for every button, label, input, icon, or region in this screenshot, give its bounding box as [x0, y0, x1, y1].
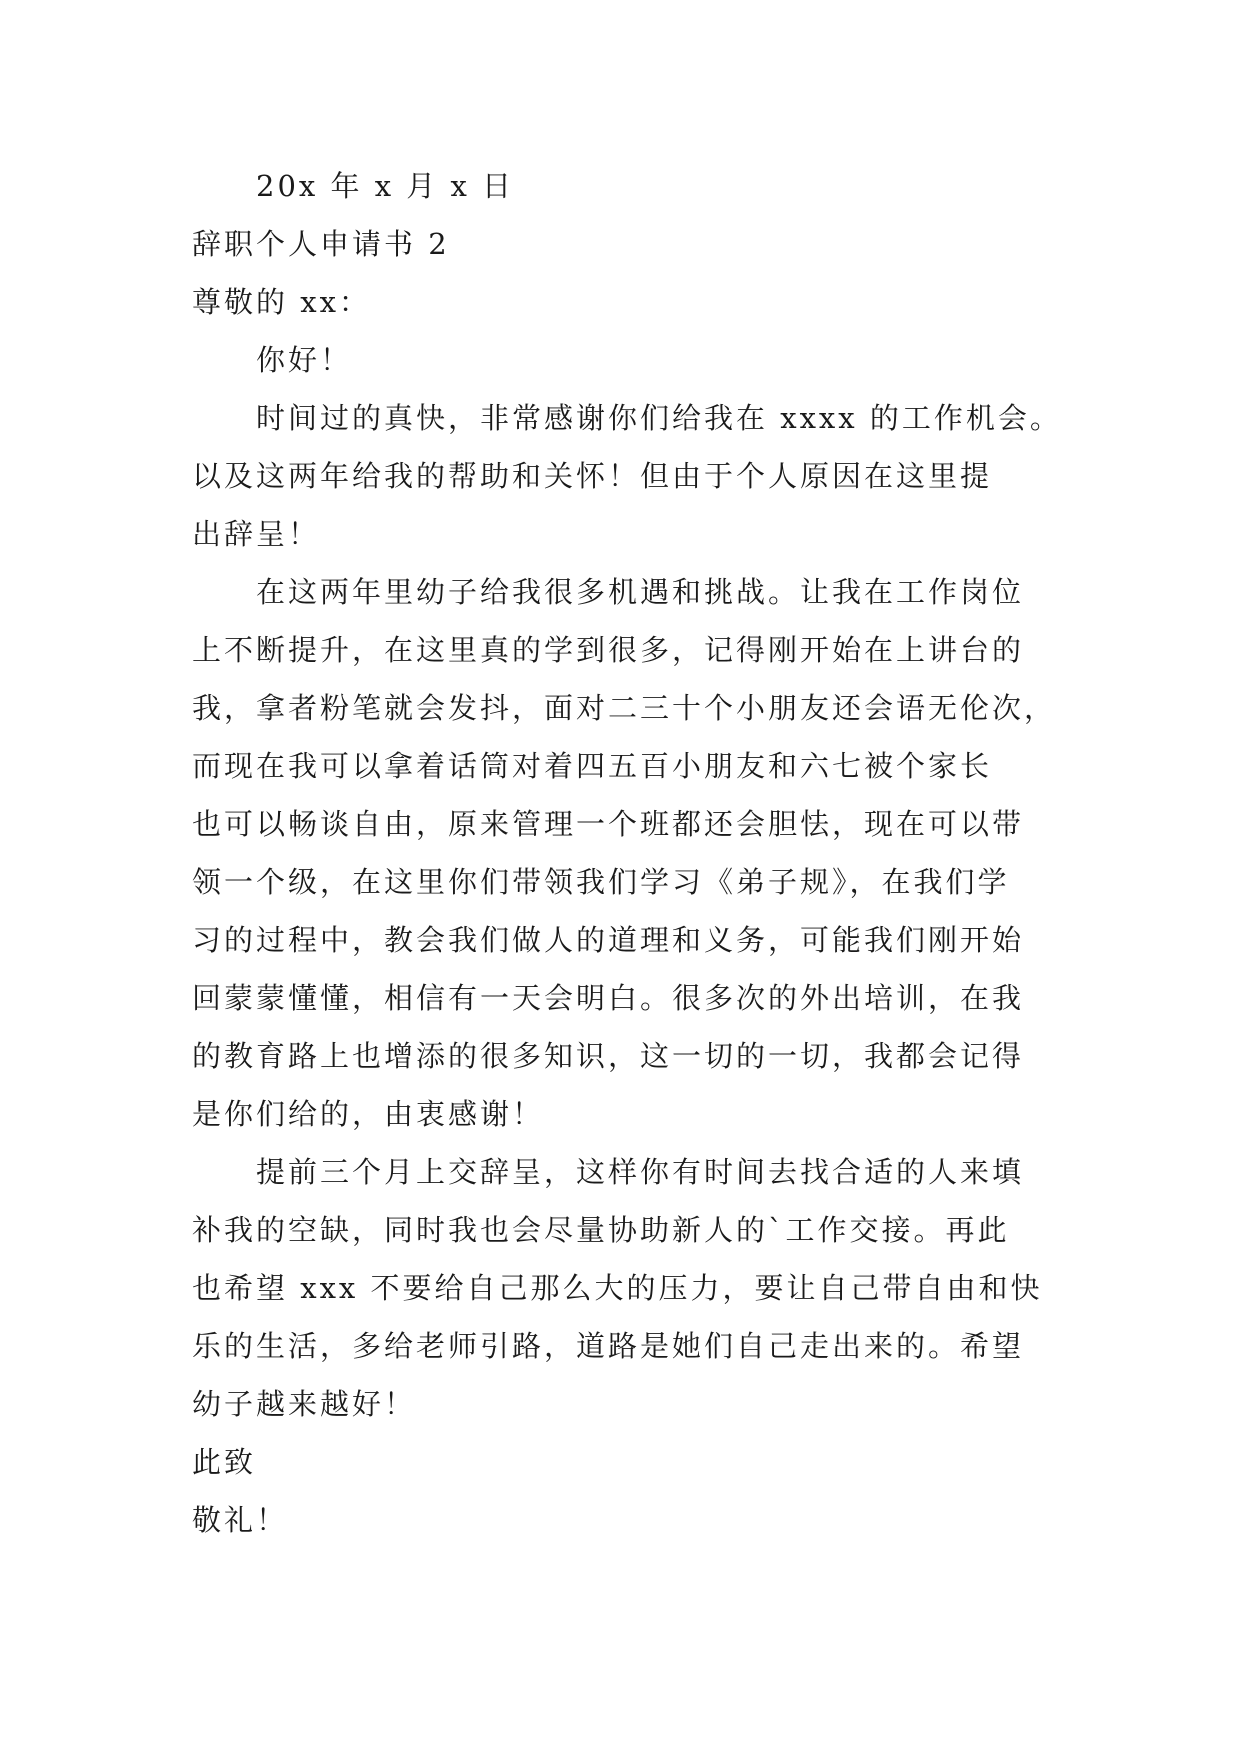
document-title: 辞职个人申请书 2: [192, 227, 450, 261]
paragraph2-line: 习的过程中，教会我们做人的道理和义务，可能我们刚开始: [192, 923, 1025, 957]
paragraph3-line: 也希望 xxx 不要给自己那么大的压力，要让自己带自由和快: [192, 1271, 1043, 1305]
paragraph3-line: 幼子越来越好！: [192, 1387, 417, 1421]
paragraph3-line: 补我的空缺，同时我也会尽量协助新人的`工作交接。再此: [192, 1213, 1010, 1247]
paragraph3-line: 提前三个月上交辞呈，这样你有时间去找合适的人来填: [256, 1155, 1025, 1189]
closing-line: 此致: [192, 1445, 257, 1479]
document-date: 20x 年 x 月 x 日: [256, 169, 515, 203]
paragraph2-line: 而现在我可以拿着话筒对着四五百小朋友和六七被个家长: [192, 749, 993, 783]
paragraph1-line: 时间过的真快，非常感谢你们给我在 xxxx 的工作机会。: [256, 401, 1062, 435]
paragraph2-line: 上不断提升，在这里真的学到很多，记得刚开始在上讲台的: [192, 633, 1025, 667]
paragraph2-line: 也可以畅谈自由，原来管理一个班都还会胆怯，现在可以带: [192, 807, 1025, 841]
paragraph1-line: 出辞呈！: [192, 517, 321, 551]
paragraph3-line: 乐的生活，多给老师引路，道路是她们自己走出来的。希望: [192, 1329, 1025, 1363]
closing-line: 敬礼！: [192, 1503, 289, 1537]
paragraph1-line: 以及这两年给我的帮助和关怀！但由于个人原因在这里提: [192, 459, 993, 493]
paragraph2-line: 的教育路上也增添的很多知识，这一切的一切，我都会记得: [192, 1039, 1025, 1073]
paragraph2-line: 领一个级，在这里你们带领我们学习《弟子规》，在我们学: [192, 865, 1010, 899]
paragraph2-line: 我，拿者粉笔就会发抖，面对二三十个小朋友还会语无伦次，: [192, 691, 1057, 725]
paragraph2-line: 在这两年里幼子给我很多机遇和挑战。让我在工作岗位: [256, 575, 1025, 609]
greeting: 你好！: [256, 343, 353, 377]
salutation: 尊敬的 xx：: [192, 285, 371, 319]
paragraph2-line: 是你们给的，由衷感谢！: [192, 1097, 545, 1131]
paragraph2-line: 回蒙蒙懂懂，相信有一天会明白。很多次的外出培训，在我: [192, 981, 1025, 1015]
